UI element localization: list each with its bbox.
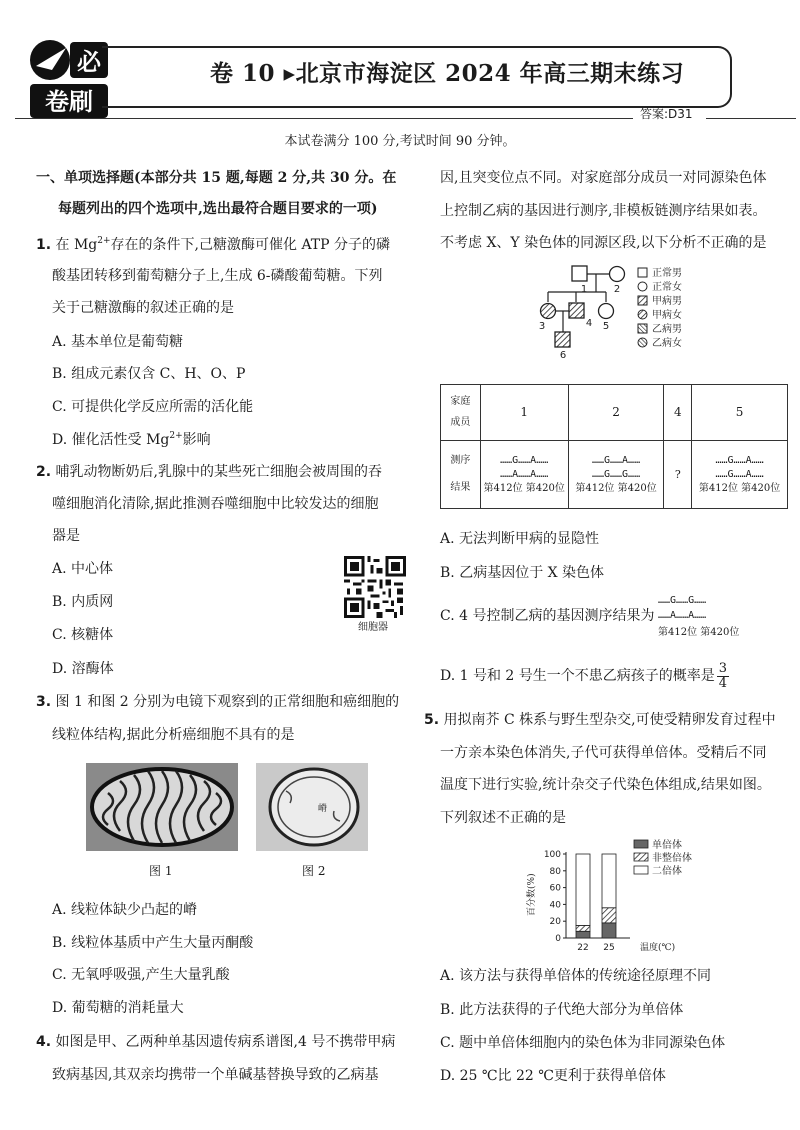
header-rule [15, 118, 633, 119]
q3-option-a: A. 线粒体缺少凸起的嵴 [52, 902, 198, 918]
q4-option-c-seq-top: ……G……G…… [658, 595, 707, 606]
q1-option-b: B. 组成元素仅含 C、H、O、P [52, 366, 246, 382]
table-seq-4: ? [664, 441, 692, 509]
chart-legend-swatch-非整倍体 [634, 853, 648, 861]
chart-bar-22-非整倍体 [576, 925, 590, 931]
fig2-inner-label: 嵴 [318, 804, 328, 814]
legend-disease-b-female-icon [638, 338, 647, 347]
pedigree-label-5: 5 [602, 321, 610, 332]
chart-legend-label: 二倍体 [652, 866, 682, 877]
table-row-label [441, 441, 481, 509]
q1-option-d-a: D. 催化活性受 Mg [52, 432, 170, 448]
q3-option-d: D. 葡萄糖的消耗量大 [52, 1000, 184, 1016]
chart-y-tick-label: 100 [543, 850, 561, 860]
legend-label-1: 正常男 [652, 268, 682, 279]
legend-normal-female-icon [638, 282, 647, 291]
q3-line2: 线粒体结构,据此分析癌细胞不具有的是 [52, 727, 295, 743]
chart-bar-22-单倍体 [576, 931, 590, 938]
seq-1-positions: 第412位 第420位 [483, 482, 565, 494]
seq-2-positions: 第412位 第420位 [575, 482, 657, 494]
q5-line4: 下列叙述不正确的是 [440, 810, 566, 826]
seq-2-top: ……G……A…… [591, 454, 641, 466]
section-heading-line1: 一、单项选择题(本部分共 15 题,每题 2 分,共 30 分。在 [36, 170, 397, 186]
q5-line1 [424, 712, 776, 730]
q1-option-a: A. 基本单位是葡萄糖 [52, 334, 184, 350]
q1-line1 [36, 236, 390, 255]
q4-line3: 因,且突变位点不同。对家庭部分成员一对同源染色体 [440, 170, 767, 186]
legend-disease-b-male-icon [638, 324, 647, 333]
chart-legend-label: 非整倍体 [652, 853, 692, 864]
q1-option-d [52, 431, 211, 450]
exam-info: 本试卷满分 100 分,考试时间 90 分钟。 [284, 134, 516, 149]
pedigree-label-6: 6 [559, 350, 567, 361]
chart-y-tick-label: 20 [549, 917, 561, 928]
table-seq-1 [480, 441, 568, 509]
pedigree-female-5 [599, 304, 614, 319]
pedigree-legend [636, 266, 726, 354]
q4-option-d [440, 662, 729, 690]
answer-code: 答案:D31 [640, 107, 693, 121]
table-header-family [441, 385, 481, 441]
q5-option-a: A. 该方法与获得单倍体的传统途径原理不同 [440, 968, 712, 984]
q5-option-c: C. 题中单倍体细胞内的染色体为非同源染色体 [440, 1035, 726, 1051]
q2-option-a: A. 中心体 [52, 561, 114, 577]
q1-option-c: C. 可提供化学反应所需的活化能 [52, 399, 254, 415]
sequencing-table [440, 384, 788, 509]
chart-legend-swatch-单倍体 [634, 840, 648, 848]
fig1-label: 图 1 [149, 864, 173, 878]
pedigree-male-1 [572, 266, 587, 281]
legend-disease-a-male-icon [638, 296, 647, 305]
mitochondria-normal-figure [86, 763, 238, 851]
q1-line3: 关于己糖激酶的叙述正确的是 [52, 300, 234, 316]
q2-line3: 器是 [52, 528, 80, 544]
q2-option-c: C. 核糖体 [52, 627, 114, 643]
table-member-1: 1 [480, 385, 568, 441]
q5-line3: 温度下进行实验,统计杂交子代染色体组成,结果如图。 [440, 777, 771, 793]
pedigree-label-2: 2 [613, 284, 621, 295]
table-member-4: 4 [664, 385, 692, 441]
legend-disease-a-female-icon [638, 310, 647, 319]
pedigree-female-3 [541, 304, 556, 319]
fig2-label: 图 2 [302, 864, 326, 878]
q3-option-b: B. 线粒体基质中产生大量丙酮酸 [52, 935, 254, 951]
chart-y-tick-label: 80 [549, 866, 561, 877]
q1-sup: 2+ [97, 236, 111, 246]
page-title: 卷 10 ▸北京市海淀区 2024 年高三期末练习 [210, 60, 685, 87]
chart-legend-label: 单倍体 [652, 840, 682, 851]
q1-option-d-sup: 2+ [169, 431, 183, 441]
q4-number: 4. [36, 1034, 52, 1050]
logo-text-bottom: 卷刷 [45, 87, 93, 116]
chart-bar-25-二倍体 [602, 854, 616, 908]
table-row-label-line2: 结果 [450, 481, 471, 493]
q4-option-a: A. 无法判断甲病的显隐性 [440, 531, 600, 547]
legend-normal-male-icon [638, 268, 647, 277]
chart-legend-swatch-二倍体 [634, 866, 648, 874]
q1-option-d-b: 影响 [182, 432, 211, 448]
mitochondria-cancer-figure [256, 763, 368, 851]
q4-option-b: B. 乙病基因位于 X 染色体 [440, 565, 605, 581]
q4-line5: 不考虑 X、Y 染色体的同源区段,以下分析不正确的是 [440, 235, 767, 251]
chart-x-axis-label: 温度(℃) [640, 943, 676, 953]
q3-line1 [36, 694, 399, 712]
brand-logo [26, 36, 114, 120]
qr-code[interactable] [344, 556, 406, 618]
q4-line2: 致病基因,其双亲均携带一个单碱基替换导致的乙病基 [52, 1067, 379, 1083]
q4-line1 [36, 1034, 395, 1052]
pedigree-female-2 [610, 267, 625, 282]
seq-1-top: ……G……A…… [500, 454, 549, 466]
q3-number: 3. [36, 694, 52, 710]
chart-y-axis-label: 百分数(%) [527, 873, 537, 916]
q3-text1: 图 1 和图 2 分别为电镜下观察到的正常细胞和癌细胞的 [55, 694, 400, 710]
q4-line4: 上控制乙病的基因进行测序,非模板链测序结果如表。 [440, 203, 767, 219]
legend-label-5: 乙病男 [652, 324, 682, 335]
seq-1-bottom: ……A……A…… [500, 469, 549, 481]
pedigree-male-6 [555, 332, 570, 347]
fraction-numerator: 3 [718, 661, 728, 676]
q2-option-b: B. 内质网 [52, 594, 114, 610]
qr-caption: 细胞器 [358, 622, 388, 633]
q2-option-d: D. 溶酶体 [52, 661, 114, 677]
q2-number: 2. [36, 464, 52, 480]
legend-label-6: 乙病女 [652, 338, 682, 349]
pedigree-male-4 [569, 303, 584, 318]
q4-text1: 如图是甲、乙两种单基因遗传病系谱图,4 号不携带甲病 [55, 1034, 396, 1050]
chart-y-tick-label: 40 [549, 900, 561, 911]
chart-bar-25-非整倍体 [602, 908, 616, 923]
pedigree-label-4: 4 [585, 318, 593, 329]
q5-option-d: D. 25 ℃比 22 ℃更利于获得单倍体 [440, 1068, 666, 1084]
q4-option-c: C. 4 号控制乙病的基因测序结果为 [440, 608, 655, 624]
q1-text-a: 在 Mg [55, 237, 98, 253]
q4-option-c-seq-bottom: ……A……A…… [658, 610, 707, 621]
q1-number: 1. [36, 237, 52, 253]
legend-label-3: 甲病男 [652, 296, 682, 307]
chart-x-tick-label: 25 [603, 943, 615, 953]
chart-x-tick-label: 22 [577, 943, 589, 953]
logo-text-top: 必 [77, 47, 101, 76]
q5-text1: 用拟南芥 C 株系与野生型杂交,可使受精卵发育过程中 [443, 712, 776, 728]
pedigree-label-3: 3 [538, 321, 546, 332]
fraction-denominator: 4 [718, 675, 728, 691]
chart-bar-25-单倍体 [602, 923, 616, 938]
q5-option-b: B. 此方法获得的子代绝大部分为单倍体 [440, 1002, 684, 1018]
q3-option-c: C. 无氧呼吸强,产生大量乳酸 [52, 967, 230, 983]
q2-text1: 哺乳动物断奶后,乳腺中的某些死亡细胞会被周围的吞 [55, 464, 382, 480]
q4-option-d-fraction [717, 662, 729, 690]
q1-line2: 酸基团转移到葡萄糖分子上,生成 6-磷酸葡萄糖。下列 [52, 268, 383, 284]
table-seq-2 [568, 441, 664, 509]
pedigree-label-1: 1 [580, 284, 588, 295]
q4-option-c-positions: 第412位 第420位 [658, 627, 740, 638]
seq-5-top: ……G……A…… [715, 454, 764, 466]
legend-label-4: 甲病女 [652, 310, 682, 321]
q1-text-b: 存在的条件下,己糖激酶可催化 ATP 分子的磷 [110, 237, 390, 253]
table-row-label-line1: 测序 [450, 455, 471, 466]
chart-bar-22-二倍体 [576, 854, 590, 925]
table-seq-5 [692, 441, 788, 509]
q5-number: 5. [424, 712, 440, 728]
q2-line1 [36, 464, 382, 482]
table-member-5: 5 [692, 385, 788, 441]
seq-5-positions: 第412位 第420位 [698, 482, 781, 494]
haploid-stacked-bar-chart [508, 838, 748, 958]
table-header-line2: 成员 [450, 416, 471, 428]
chart-y-tick-label: 0 [555, 934, 561, 944]
legend-label-2: 正常女 [652, 282, 682, 293]
table-header-line1: 家庭 [450, 396, 471, 407]
q4-option-d-text: D. 1 号和 2 号生一个不患乙病孩子的概率是 [440, 668, 715, 685]
q2-line2: 噬细胞消化清除,据此推测吞噬细胞中比较发达的细胞 [52, 496, 379, 512]
seq-2-bottom: ……G……G…… [591, 469, 641, 481]
table-member-2: 2 [568, 385, 664, 441]
seq-5-bottom: ……G……A…… [715, 469, 764, 481]
q5-line2: 一方亲本染色体消失,子代可获得单倍体。受精后不同 [440, 745, 767, 761]
chart-y-tick-label: 60 [549, 883, 561, 894]
section-heading-line2: 每题列出的四个选项中,选出最符合题目要求的一项) [58, 201, 378, 217]
